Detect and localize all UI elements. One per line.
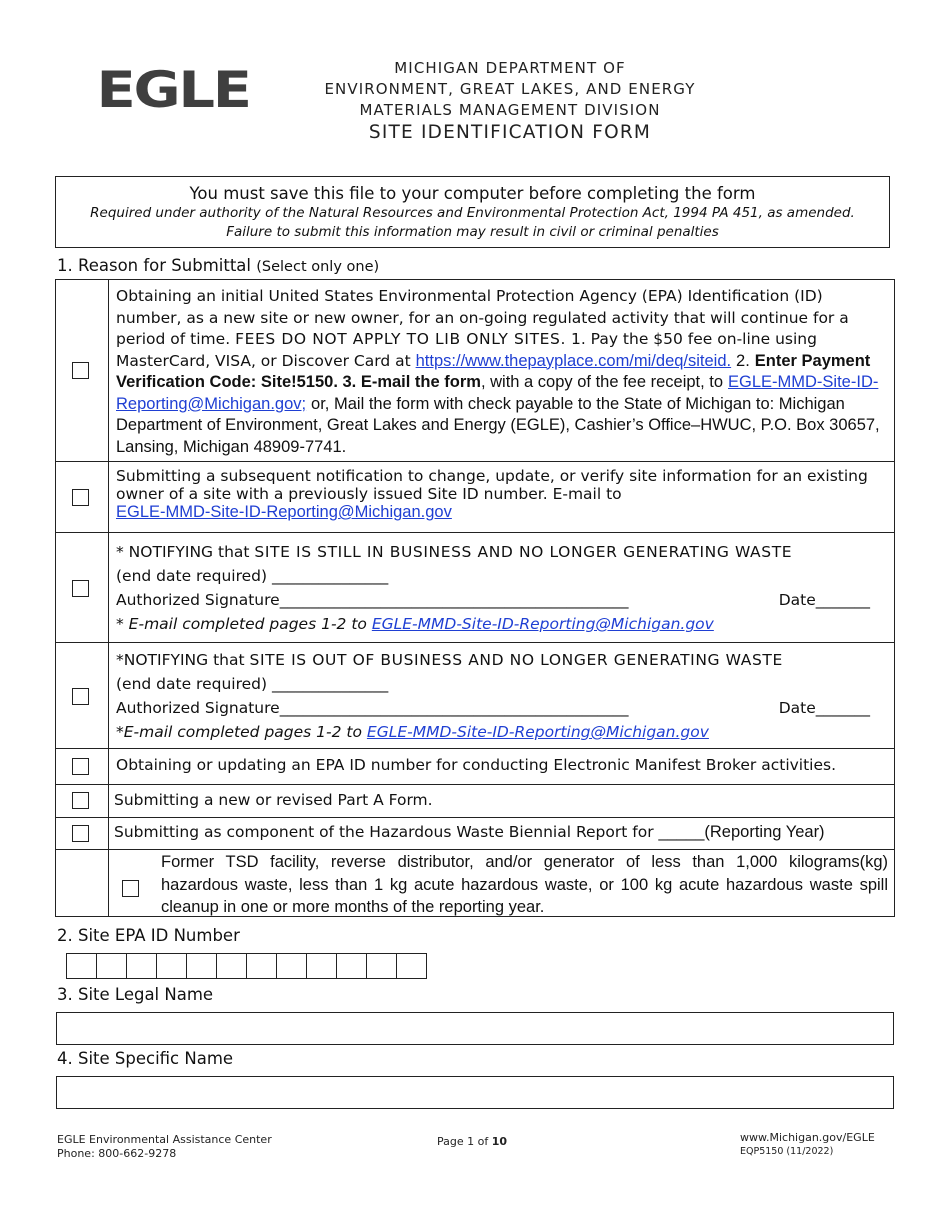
reason-option-subsequent [55, 461, 895, 532]
reporting-email-link-3[interactable]: EGLE-MMD-Site-ID-Reporting@Michigan.gov [371, 615, 714, 633]
epa-id-cell[interactable] [367, 954, 397, 978]
reason-option-manifest-broker [55, 748, 895, 784]
reason-option-still-in-business [55, 532, 895, 642]
department-name-line2: ENVIRONMENT, GREAT LAKES, AND ENERGY [324, 80, 696, 98]
payment-code-instruction: Enter Payment Verification Code: Site!5150. 3. E-mail the form [116, 351, 871, 391]
department-name-line1: MICHIGAN DEPARTMENT OF [394, 59, 626, 77]
epa-id-input-grid[interactable] [66, 953, 427, 979]
reason-option-initial-id-text: Obtaining an initial United States Environmental Protection Agency (EPA) Identification (ID) number, as a new site or new owner, for an on-going regulated activity that will continue for a period of time. FEES DO NOT APPLY TO LIB ONLY SITES. 1. Pay the $50 fee on-line using MasterCard, VISA, or Discover Card at https://www.thepayplace.com/mi/deq/siteid. 2. Enter Payment Verification Code: Site!5150. 3. E-mail the form, with a copy of the fee receipt, to EGLE-MMD-Site-ID-Reporting@Michigan.gov; or, Mail the form with check payable to the State of Michigan to: Michigan Department of Environment, Great Lakes and Energy (EGLE), Cashier’s Office–HWUC, P.O. Box 30657, Lansing, Michigan 48909-7741. [116, 287, 880, 456]
checkbox-initial-id[interactable] [72, 362, 89, 379]
site-legal-name-input[interactable] [56, 1012, 894, 1045]
section1-label: 1. Reason for Submittal [57, 256, 251, 275]
section2-label: 2. Site EPA ID Number [57, 926, 240, 945]
egle-logo [88, 61, 258, 119]
site-specific-name-input[interactable] [56, 1076, 894, 1109]
logo-text: EGLE [96, 61, 250, 119]
epa-id-cell[interactable] [307, 954, 337, 978]
reason-option-initial-id [55, 279, 895, 461]
checkbox-still-in-business[interactable] [72, 580, 89, 597]
reason-option-manifest-broker-text: Obtaining or updating an EPA ID number for conducting Electronic Manifest Broker activities. [116, 756, 837, 774]
epa-id-cell[interactable] [247, 954, 277, 978]
reason-option-subsequent-text: Submitting a subsequent notification to change, update, or verify site information for an existing owner of a site with a previously issued Site ID number. E-mail to EGLE-MMD-Site-ID-Reporting@Michigan.gov [116, 467, 868, 521]
epa-id-cell[interactable] [217, 954, 247, 978]
notice-box [55, 176, 890, 248]
date-field-2[interactable]: Date_______ [778, 699, 870, 717]
assistance-center-phone: Phone: 800-662-9278 [57, 1147, 177, 1160]
reason-option-part-a [55, 784, 895, 817]
checkbox-part-a[interactable] [72, 792, 89, 809]
epa-id-cell[interactable] [127, 954, 157, 978]
reporting-year-field[interactable]: _____(Reporting Year) [658, 823, 825, 841]
epa-id-cell[interactable] [157, 954, 187, 978]
checkbox-former-tsd[interactable] [122, 880, 139, 897]
form-title: SITE IDENTIFICATION FORM [368, 122, 652, 143]
page-number: Page 1 of 10 [437, 1135, 508, 1148]
date-field[interactable]: Date_______ [778, 591, 870, 609]
payplace-link[interactable]: https://www.thepayplace.com/mi/deq/siteid. [415, 351, 732, 370]
reason-option-biennial-report [55, 817, 895, 849]
checkbox-manifest-broker[interactable] [72, 758, 89, 775]
end-date-field[interactable]: (end date required) _______________ [116, 567, 389, 585]
reason-option-part-a-text: Submitting a new or revised Part A Form. [114, 791, 433, 809]
section1-heading [57, 256, 379, 275]
reason-option-biennial-report-text: Submitting as component of the Hazardous Waste Biennial Report for _____(Reporting Year) [114, 823, 825, 841]
section1-hint: (Select only one) [256, 259, 380, 275]
reason-option-former-tsd-text: Former TSD facility, reverse distributor, and/or generator of less than 1,000 kilograms(kg) hazardous waste, less than 1 kg acute hazardous waste, or 100 kg acute hazardous waste spill cleanup in one or more months of the reporting year. [161, 853, 888, 916]
reporting-email-link-4[interactable]: EGLE-MMD-Site-ID-Reporting@Michigan.gov [366, 723, 709, 741]
checkbox-biennial-report[interactable] [72, 825, 89, 842]
epa-id-cell[interactable] [277, 954, 307, 978]
epa-id-cell[interactable] [337, 954, 367, 978]
epa-id-cell[interactable] [97, 954, 127, 978]
authorized-signature-field[interactable]: Authorized Signature_____________________________________________ [116, 591, 629, 609]
epa-id-cell[interactable] [397, 954, 427, 978]
reason-option-still-in-business-text: * NOTIFYING that SITE IS STILL IN BUSINESS AND NO LONGER GENERATING WASTE (end date required) _______________ Authorized Signature_____________________________________________ Date_______ * E-mail completed pages 1-2 to EGLE-MMD-Site-ID-Reporting@Michigan.gov [116, 540, 886, 636]
section4-label: 4. Site Specific Name [57, 1049, 234, 1068]
legal-authority-notice: Required under authority of the Natural Resources and Environmental Protection Act, 1994 PA 451, as amended. Failure to submit this information may result in civil or criminal penalties [90, 205, 855, 240]
assistance-center-name: EGLE Environmental Assistance Center [57, 1133, 272, 1146]
reason-option-former-tsd [55, 849, 895, 917]
end-date-field-2[interactable]: (end date required) _______________ [116, 675, 389, 693]
reporting-email-link-2[interactable]: EGLE-MMD-Site-ID-Reporting@Michigan.gov [116, 503, 452, 521]
fees-notice: FEES DO NOT APPLY TO LIB ONLY SITES. [235, 330, 567, 348]
form-code: EQP5150 (11/2022) [740, 1146, 834, 1157]
footer-right [740, 1131, 875, 1159]
authorized-signature-field-2[interactable]: Authorized Signature_____________________________________________ [116, 699, 629, 717]
epa-id-cell[interactable] [187, 954, 217, 978]
reporting-email-link[interactable]: EGLE-MMD-Site-ID-Reporting@Michigan.gov; [116, 373, 879, 413]
save-file-notice: You must save this file to your computer before completing the form [189, 184, 756, 203]
reason-option-out-of-business-text: *NOTIFYING that SITE IS OUT OF BUSINESS AND NO LONGER GENERATING WASTE (end date required) _______________ Authorized Signature_____________________________________________ Date_______ *E-mail completed pages 1-2 to EGLE-MMD-Site-ID-Reporting@Michigan.gov [116, 648, 886, 744]
reason-option-out-of-business [55, 642, 895, 748]
checkbox-out-of-business[interactable] [72, 688, 89, 705]
website-link[interactable]: www.Michigan.gov/EGLE [740, 1131, 875, 1144]
division-name: MATERIALS MANAGEMENT DIVISION [359, 101, 661, 119]
epa-id-cell[interactable] [67, 954, 97, 978]
footer-left [57, 1133, 272, 1161]
checkbox-subsequent[interactable] [72, 489, 89, 506]
section3-label: 3. Site Legal Name [57, 985, 214, 1004]
